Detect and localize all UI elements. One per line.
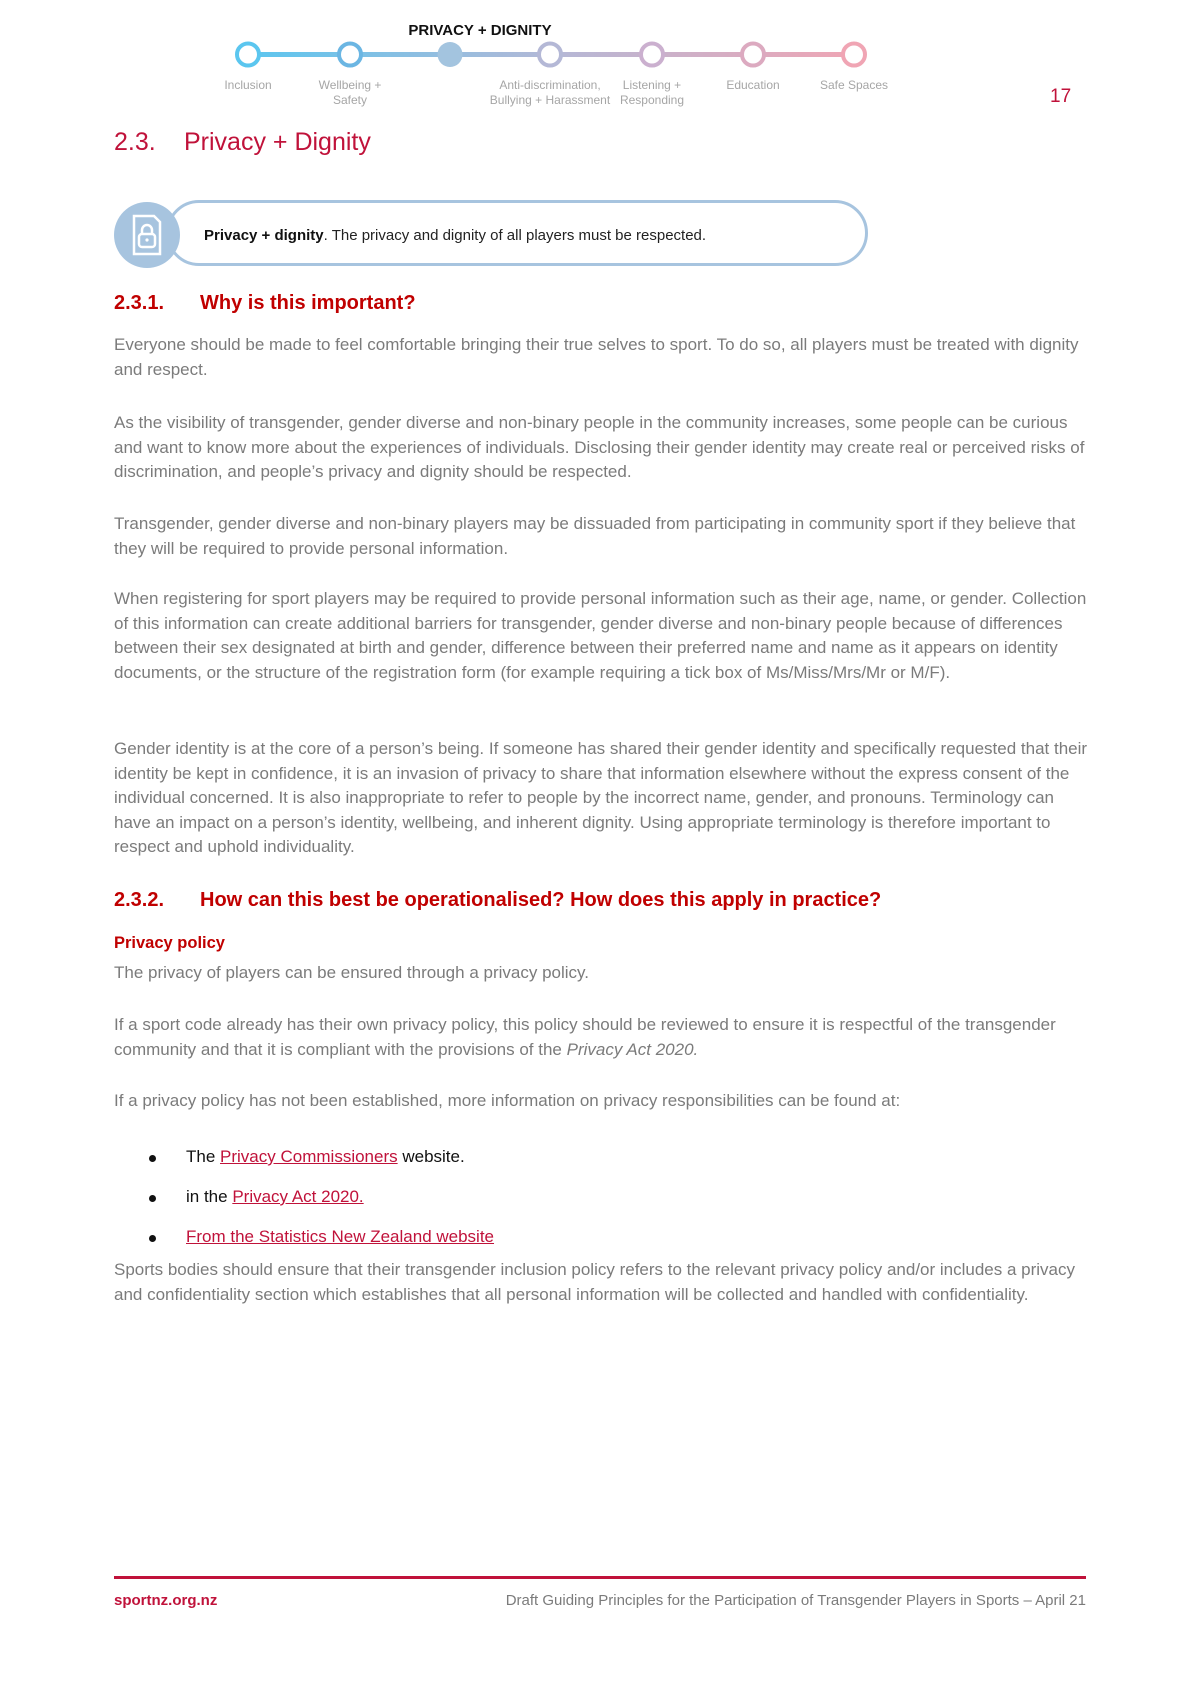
progress-step-label: Safe Spaces xyxy=(819,78,889,92)
progress-step-0 xyxy=(237,44,259,66)
progress-step-2 xyxy=(438,42,463,67)
progress-step-1 xyxy=(339,44,361,66)
footer-site: sportnz.org.nz xyxy=(114,1592,218,1609)
progress-step-label: Inclusion xyxy=(224,78,272,92)
list-item-text: in the xyxy=(186,1187,233,1206)
progress-step-5 xyxy=(742,44,764,66)
progress-step-6 xyxy=(843,44,865,66)
paragraph: As the visibility of transgender, gender diverse and non-binary people in the community increases, some people can be curious and want to know more about the experiences of individuals. Disclosing their gender identity may create real or perceived risks of discrimination, and people’s privacy and dignity should be respected. xyxy=(114,413,1085,481)
paragraph: When registering for sport players may be required to provide personal information such as their age, name, or gender. Collection of this information can create additional barriers for transgender, gender diverse and non-binary people because of differences between their sex designated at birth and gender, difference between their preferred name and name as it appears on identity documents, or the structure of the registration form (for example requiring a tick box of Ms/Miss/Mrs/Mr or M/F). xyxy=(114,589,1087,682)
section-number: 2.3. xyxy=(114,128,156,156)
list-item xyxy=(145,1147,494,1187)
privacy-act-italic: Privacy Act 2020. xyxy=(566,1039,699,1059)
paragraph: Gender identity is at the core of a person’s being. If someone has shared their gender identity and specifically requested that their identity be kept in confidence, it is an invasion of privacy to share that information elsewhere without the express consent of the individual concerned. It is also inappropriate to refer to people by the incorrect name, gender, and pronouns. Terminology can have an impact on a person’s identity, wellbeing, and inherent dignity. Using appropriate terminology is therefore important to respect and uphold individuality. xyxy=(114,739,1088,856)
paragraph: If a privacy policy has not been established, more information on privacy responsibilities can be found at: xyxy=(114,1091,901,1110)
callout-text xyxy=(204,227,706,244)
progress-step-label: Wellbeing + Safety xyxy=(318,78,382,107)
subsection-number: 2.3.2. xyxy=(114,889,165,911)
progress-title: PRIVACY + DIGNITY xyxy=(408,22,552,39)
subsection-number: 2.3.1. xyxy=(114,292,165,314)
progress-step-3 xyxy=(539,44,561,66)
subsection-title: How can this best be operationalised? How does this apply in practice? xyxy=(200,889,882,911)
document-lock-icon xyxy=(114,202,180,268)
progress-tracker xyxy=(200,40,920,80)
list-item xyxy=(145,1187,494,1227)
paragraph: Sports bodies should ensure that their transgender inclusion policy refers to the relevant privacy policy and/or includes a privacy and confidentiality section which establishes that all personal information will be collected and handled with confidentiality. xyxy=(114,1260,1076,1304)
paragraph-text: If a sport code already has their own privacy policy, this policy should be reviewed to ensure it is respectful of the transgender community and that it is compliant with the provisions of the xyxy=(114,1015,1056,1059)
list-item-text: The xyxy=(186,1147,221,1166)
resource-list xyxy=(145,1147,494,1267)
progress-step-label: Listening + Responding xyxy=(619,78,685,107)
paragraph: Everyone should be made to feel comfortable bringing their true selves to sport. To do so, all players must be treated with dignity and respect. xyxy=(114,335,1079,379)
section-heading xyxy=(114,128,371,157)
privacy-commissioners-link[interactable]: Privacy Commissioners xyxy=(220,1147,398,1166)
privacy-policy-subheading: Privacy policy xyxy=(114,934,225,952)
progress-step-label: Education xyxy=(726,78,780,92)
paragraph: Transgender, gender diverse and non-binary players may be dissuaded from participating in community sport if they believe that they will be required to provide personal information. xyxy=(114,514,1076,558)
list-item-text: website. xyxy=(397,1147,465,1166)
callout-bold: Privacy + dignity xyxy=(204,227,324,244)
subsection-title: Why is this important? xyxy=(200,292,416,314)
privacy-act-link[interactable]: Privacy Act 2020. xyxy=(232,1187,364,1206)
footer-divider xyxy=(114,1576,1086,1579)
subsection-heading-how xyxy=(114,889,881,912)
statistics-nz-link[interactable]: From the Statistics New Zealand website xyxy=(186,1227,495,1246)
progress-step-4 xyxy=(641,44,663,66)
subsection-heading-why xyxy=(114,292,416,315)
footer-document-title: Draft Guiding Principles for the Participation of Transgender Players in Sports – April 21 xyxy=(505,1592,1086,1609)
section-title: Privacy + Dignity xyxy=(184,128,371,156)
paragraph: The privacy of players can be ensured through a privacy policy. xyxy=(114,963,589,982)
progress-step-label: Anti-discrimination, Bullying + Harassment xyxy=(489,78,611,107)
page-number: 17 xyxy=(1050,86,1072,107)
callout-body: . The privacy and dignity of all players must be respected. xyxy=(323,227,707,244)
paragraph xyxy=(114,1013,1089,1062)
